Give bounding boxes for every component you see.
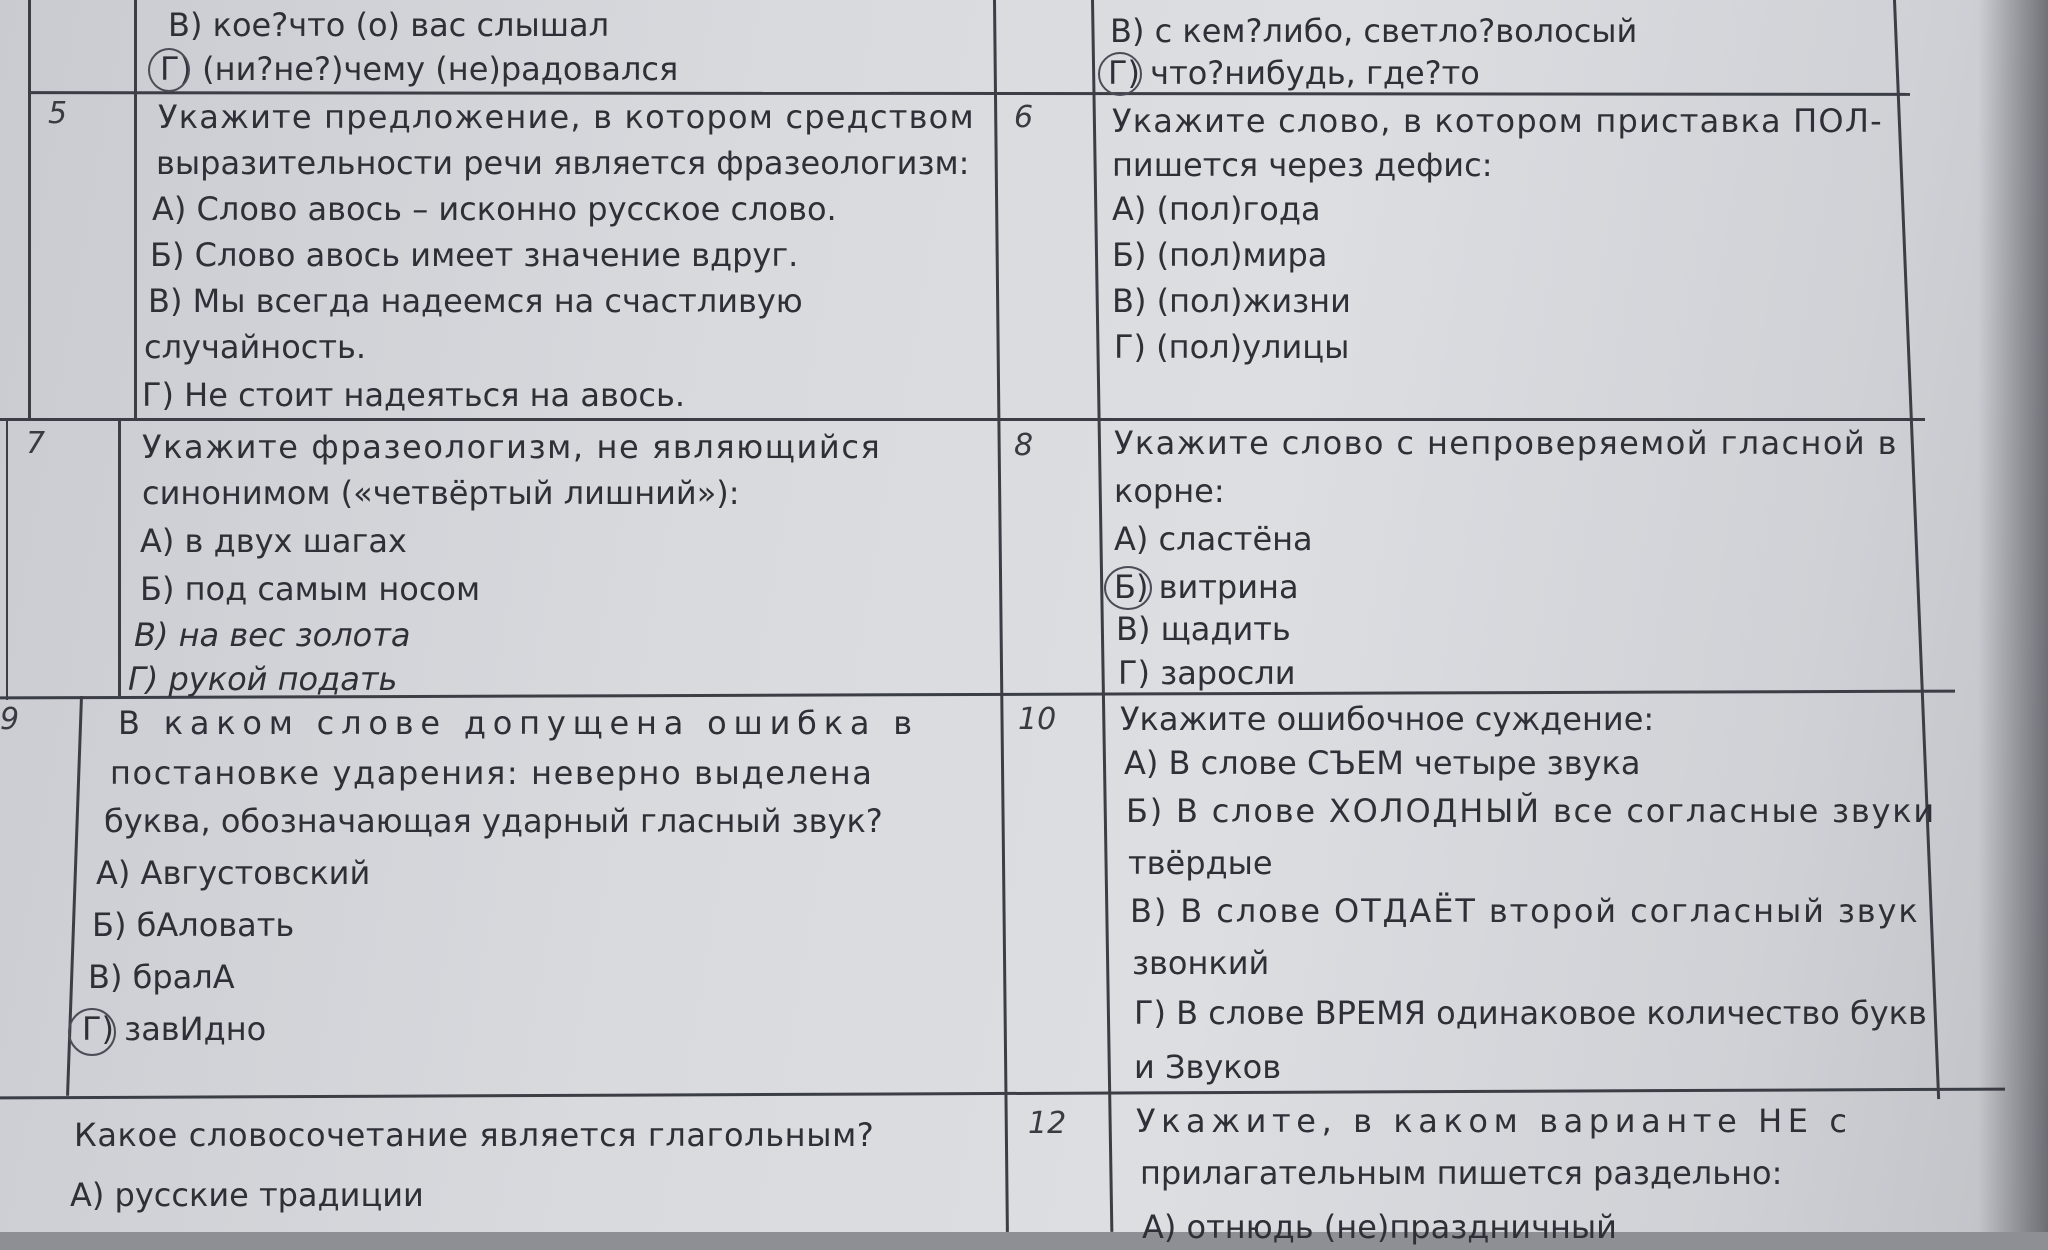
q7-question-line-2: синонимом («четвёртый лишний»): [142, 474, 740, 512]
q10-option-g-line-1: Г) В слове ВРЕМЯ одинаковое количество букв [1134, 994, 1927, 1032]
question-number-5: 5 [48, 96, 68, 131]
q10-option-g-line-2: и Звуков [1134, 1048, 1282, 1086]
q5-question-line-1: Укажите предложение, в котором средством [158, 98, 975, 136]
q9-option-v: В) бралА [88, 958, 235, 996]
q10-option-v-line-2: звонкий [1132, 944, 1270, 982]
q9-question-line-2: постановке ударения: неверно выделена [110, 754, 874, 792]
q9-option-g: Г) завИдно [82, 1010, 267, 1048]
q7-option-b: Б) под самым носом [140, 570, 481, 608]
q8-question-line-1: Укажите слово с непроверяемой гласной в [1114, 424, 1898, 462]
q6-question-line-1: Укажите слово, в котором приставка ПОЛ- [1112, 102, 1883, 140]
q7-question-line-1: Укажите фразеологизм, не являющийся [142, 428, 882, 466]
top-left-option-g: Г) (ни?не?)чему (не)радовался [160, 50, 679, 88]
rule-col-right [1893, 0, 1940, 1099]
rule-col-num-left [134, 0, 137, 420]
question-number-7: 7 [26, 426, 46, 461]
rule-col-left [28, 0, 31, 420]
q5-option-b: Б) Слово авось имеет значение вдруг. [150, 236, 799, 274]
top-right-option-v: В) с кем?либо, светло?волосый [1110, 12, 1638, 50]
q12-option-a: А) отнюдь (не)праздничный [1142, 1208, 1617, 1246]
q7-option-a: А) в двух шагах [140, 522, 407, 560]
q9-option-a: А) Августовский [96, 854, 371, 892]
q6-question-line-2: пишется через дефис: [1112, 146, 1493, 184]
answer-circle-q8 [1104, 566, 1152, 610]
rule-col-middle [993, 0, 1009, 1232]
rule-col-outer-left [6, 420, 8, 700]
q6-option-v: В) (пол)жизни [1112, 282, 1351, 320]
q10-option-b-line-1: Б) В слове ХОЛОДНЫЙ все согласные звуки [1126, 792, 1936, 830]
q8-question-line-2: корне: [1114, 472, 1225, 510]
q8-option-v: В) щадить [1116, 610, 1291, 648]
answer-circle-top-right [1098, 52, 1142, 96]
q5-option-v-line-1: В) Мы всегда надеемся на счастливую [148, 282, 803, 320]
q6-option-a: А) (пол)года [1112, 190, 1321, 228]
q6-option-g: Г) (пол)улицы [1114, 328, 1350, 366]
q9-option-b: Б) бАловать [92, 906, 295, 944]
q12-question-line-2: прилагательным пишется раздельно: [1140, 1154, 1783, 1192]
rule-col-num-right [1091, 0, 1113, 1232]
q10-option-b-line-2: твёрдые [1128, 844, 1273, 882]
answer-circle-q9 [68, 1008, 116, 1056]
q10-question: Укажите ошибочное суждение: [1120, 700, 1655, 738]
question-number-10: 10 [1018, 702, 1057, 737]
q5-option-g: Г) Не стоит надеяться на авось. [142, 376, 685, 414]
q10-option-v-line-1: В) В слове ОТДАЁТ второй согласный звук [1130, 892, 1920, 930]
q11-question: Какое словосочетание является глагольным? [74, 1116, 875, 1154]
page-edge-shadow [1978, 0, 2048, 1232]
rule-col-num-left-2 [118, 420, 121, 696]
top-left-option-v: В) кое?что (о) вас слышал [168, 6, 610, 44]
q8-option-b: Б) витрина [1114, 568, 1299, 606]
top-right-option-g: Г) что?нибудь, где?то [1108, 54, 1480, 92]
q9-question-line-1: В каком слове допущена ошибка в [118, 704, 919, 742]
answer-circle-top-left [148, 48, 190, 92]
q8-option-a: А) сластёна [1114, 520, 1313, 558]
question-number-9: 9 [0, 702, 20, 737]
q9-question-line-3: буква, обозначающая ударный гласный звук? [104, 802, 883, 840]
q5-question-line-2: выразительности речи является фразеологизм: [156, 144, 970, 182]
question-number-8: 8 [1014, 428, 1034, 463]
question-number-6: 6 [1014, 100, 1034, 135]
q6-option-b: Б) (пол)мира [1112, 236, 1328, 274]
q5-option-v-line-2: случайность. [144, 328, 367, 366]
q12-question-line-1: Укажите, в каком варианте НЕ с [1136, 1102, 1853, 1140]
q5-option-a: А) Слово авось – исконно русское слово. [152, 190, 837, 228]
q11-option-a: А) русские традиции [70, 1176, 424, 1214]
q10-option-a: А) В слове СЪЕМ четыре звука [1124, 744, 1641, 782]
q7-option-g: Г) рукой подать [128, 660, 398, 698]
q7-option-v: В) на вес золота [134, 616, 411, 654]
q8-option-g: Г) заросли [1118, 654, 1296, 692]
question-number-12: 12 [1028, 1106, 1067, 1141]
